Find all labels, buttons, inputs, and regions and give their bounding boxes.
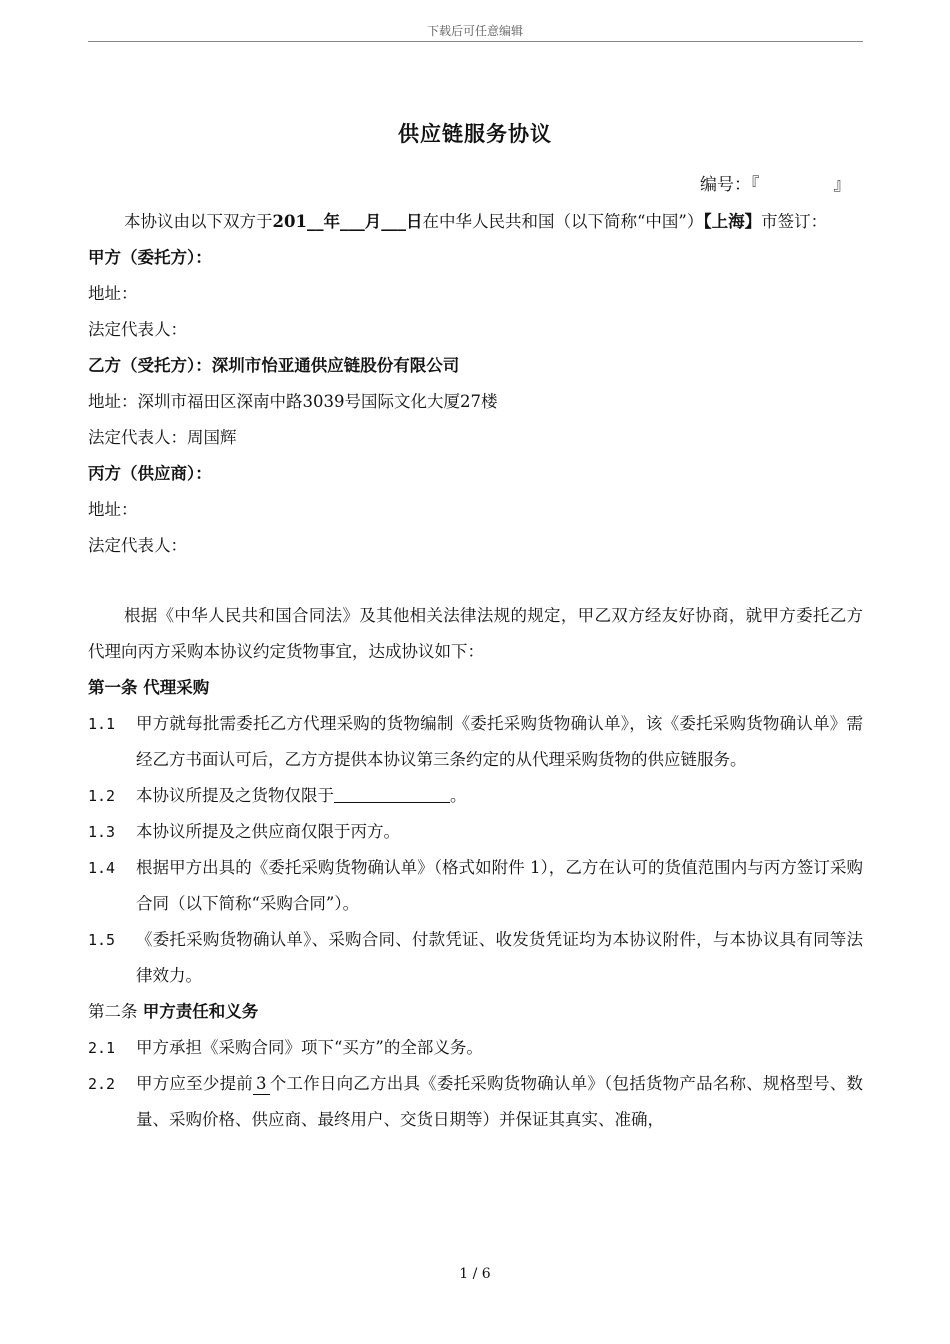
clause-number: 2.1 <box>88 1039 116 1057</box>
party-c-heading: 丙方（供应商）： <box>88 464 212 483</box>
serial-label: 编号：『 <box>700 175 760 195</box>
clause-1-3 <box>88 814 863 850</box>
party-c-address: 地址： <box>88 500 138 519</box>
clause-text: 本协议所提及之供应商仅限于丙方。 <box>136 822 400 841</box>
party-b-heading: 乙方（受托方）：深圳市怡亚通供应链股份有限公司 <box>88 356 460 375</box>
document-body <box>88 204 863 1138</box>
intro-text-2: 在中华人民共和国（以下简称“中国”） <box>422 212 704 231</box>
clause-number: 1.4 <box>88 859 116 877</box>
clause-1-1 <box>88 706 863 778</box>
intro-text-1: 本协议由以下双方于 <box>124 212 273 231</box>
serial-close: 』 <box>833 175 851 195</box>
clause-1-2 <box>88 778 863 814</box>
clause-text <box>136 778 863 814</box>
clause-text: 甲方承担《采购合同》项下“买方”的全部义务。 <box>136 1038 483 1057</box>
party-a-address: 地址： <box>88 284 138 303</box>
spacer <box>88 564 863 598</box>
days-field[interactable]: 3 <box>253 1074 270 1095</box>
clause-text: 甲方就每批需委托乙方代理采购的货物编制《委托采购货物确认单》，该《委托采购货物确认单》需经乙方书面认可后，乙方方提供本协议第三条约定的从代理采购货物的供应链服务。 <box>136 714 863 769</box>
article-2-title <box>88 994 863 1030</box>
clause-text: 根据甲方出具的《委托采购货物确认单》（格式如附件 1），乙方在认可的货值范围内与丙方签订采购合同（以下简称“采购合同”）。 <box>136 858 863 913</box>
goods-blank-field[interactable] <box>334 801 450 803</box>
header-divider <box>88 41 863 42</box>
intro-date: 201__年___月___日 <box>272 212 423 231</box>
intro-text-3: 市签订： <box>761 212 828 231</box>
clause-2-2 <box>88 1066 863 1138</box>
intro-paragraph <box>88 204 863 240</box>
clause-number: 2.2 <box>88 1075 116 1093</box>
clause-1-4 <box>88 850 863 922</box>
article-1-title: 第一条 代理采购 <box>88 678 210 697</box>
clause-text <box>136 1066 863 1138</box>
clause-text-post: 。 <box>450 786 467 805</box>
clause-text-pre: 本协议所提及之货物仅限于 <box>136 786 334 805</box>
clause-number: 1.2 <box>88 787 116 805</box>
party-c-rep: 法定代表人： <box>88 536 187 555</box>
clause-number: 1.1 <box>88 715 116 733</box>
party-a-heading: 甲方（委托方）： <box>88 248 212 267</box>
party-b-rep: 法定代表人：周国辉 <box>88 428 237 447</box>
party-a-rep: 法定代表人： <box>88 320 187 339</box>
serial-number <box>700 170 851 195</box>
clause-number: 1.5 <box>88 931 116 949</box>
document-title: 供应链服务协议 <box>398 121 552 146</box>
clause-number: 1.3 <box>88 823 116 841</box>
clause-text-pre: 甲方应至少提前 <box>136 1074 254 1093</box>
header-note: 下载后可任意编辑 <box>426 24 523 38</box>
clause-text: 《委托采购货物确认单》、采购合同、付款凭证、收发货凭证均为本协议附件，与本协议具有同等法律效力。 <box>136 930 863 985</box>
clause-1-5 <box>88 922 863 994</box>
article-2-number: 第二条 <box>88 1002 138 1021</box>
preamble-paragraph: 根据《中华人民共和国合同法》及其他相关法律法规的规定，甲乙双方经友好协商，就甲方委托乙方代理向丙方采购本协议约定货物事宜，达成协议如下： <box>88 606 863 661</box>
article-2-heading: 甲方责任和义务 <box>142 1002 259 1021</box>
clause-2-1 <box>88 1030 863 1066</box>
intro-city: 【上海】 <box>703 212 762 231</box>
clause-text-post: 个工作日向乙方出具《委托采购货物确认单》（包括货物产品名称、规格型号、数量、采购价格、供应商、最终用户、交货日期等）并保证其真实、准确， <box>136 1074 864 1129</box>
party-b-address: 地址：深圳市福田区深南中路3039号国际文化大厦27楼 <box>88 392 498 411</box>
page-number: 1 / 6 <box>459 1266 491 1282</box>
